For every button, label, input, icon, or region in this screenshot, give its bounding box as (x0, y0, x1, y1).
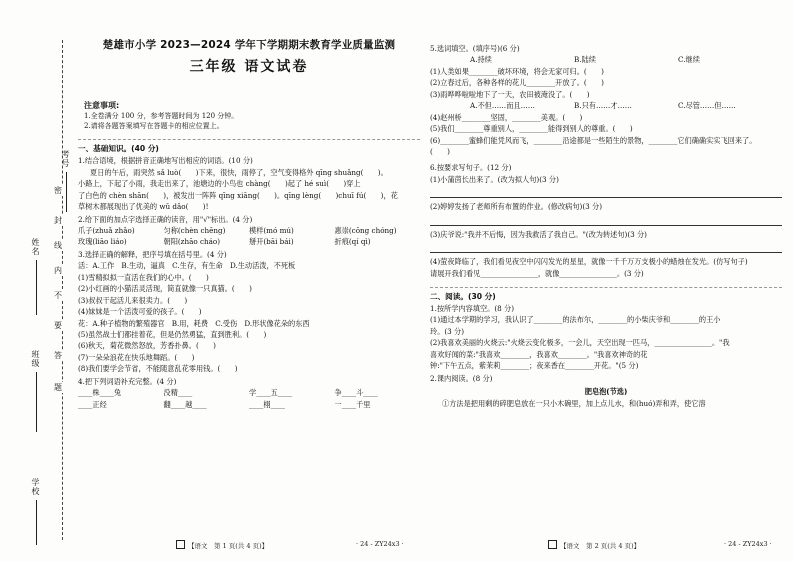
question-4-stem: 4.把下列词语补充完整。(4 分) (78, 376, 177, 386)
question-4-row (78, 400, 420, 410)
reading-q1-line: (1)通过本学期的学习，我认识了________的法布尔，________的小柴庆爷和________的王小 (430, 315, 721, 325)
section-heading-2: 二、阅读。(30 分) (430, 287, 782, 302)
question-6-item[interactable]: 请展开我们看见________________，就像________________。(3 分) (430, 268, 644, 278)
answer-line[interactable] (430, 215, 782, 226)
question-1-line: 夏日的午后，雨突然 sǎ luò( )下来，很快，雨停了，空气变得格外 qīng shuǎng( )。 (90, 167, 388, 177)
idiom-blank[interactable]: ____栩____ (249, 399, 285, 409)
answer-line[interactable] (430, 187, 782, 198)
question-1-line: 草树木都展现出了优美的 wǔ dǎo( )! (78, 202, 209, 212)
question-3-item: (1)雪精拟拟一直活在我们的心中。( ) (78, 272, 209, 282)
question-3-item: (2)小红画的小猫活灵活现，简直就像一只真猫。( ) (78, 284, 252, 294)
exam-title: 楚雄市小学 2023—2024 学年下学期期末教育学业质量监测 (102, 39, 396, 51)
idiom-blank[interactable]: 学____五____ (249, 388, 293, 398)
footer-right-code: · 24 - ZY24x3 · (724, 540, 772, 548)
question-2-stem: 2.给下面的加点字选择正确的读音，用"√"标出。(4 分) (78, 214, 253, 224)
question-5-item: ( ) (430, 146, 450, 156)
kaohao-field[interactable] (66, 172, 67, 212)
reading-paragraph: ①方法是把用剩的碎肥皂放在一只小木碗里，加上点儿水，和(huó)弄和弄，使它溶 (442, 398, 706, 408)
question-3-item: (3)叔叔干起活儿来很卖力。( ) (78, 295, 188, 305)
reading-q1-line: (2)我喜欢美丽的火烧云:"火烧云变化极多，一会儿，天空出现一匹马，________________。"我 (430, 338, 730, 348)
binding-strip (0, 0, 76, 562)
pinyin-choice[interactable]: 匀称(chèn chēng) (163, 226, 226, 236)
idiom-blank[interactable]: 一____千里 (334, 399, 371, 409)
question-6-item: (1)小蒲茵长出来了。(改为拟人句)(3 分) (430, 174, 559, 184)
xuexiao-label: 学校 (31, 478, 40, 496)
pinyin-choice[interactable]: 玫瑰(liāo liáo) (78, 237, 127, 247)
question-5-item: (1)人类如果________破坏环境，将会无家可归。( ) (430, 66, 604, 76)
reading-q1-line: 玲。(3 分) (430, 326, 465, 336)
reading-q2-stem: 2.课内阅读。(8 分) (430, 373, 493, 383)
pinyin-choice[interactable]: 惠崇(cōng chóng) (334, 226, 397, 236)
right-column (430, 42, 782, 409)
seal-char-6: 要 (54, 321, 62, 330)
seal-char-3: 线 (54, 241, 62, 250)
xuexiao-field[interactable] (36, 500, 37, 545)
question-4-row (78, 388, 420, 398)
question-5-item: (5)我们________尊重别人，________能得到别人的尊重。( ) (430, 124, 633, 134)
question-3-item: (7)一朵朵浪花在快乐地舞蹈。( ) (78, 352, 195, 362)
footer-left-page: 【语文 第 1 页(共 4 页)】 (176, 540, 268, 550)
question-3-item: (5)虽然战士们都挂着花，但是仍然勇猛，直到胜利。( ) (78, 329, 267, 339)
idiom-blank[interactable]: 没精____ (163, 388, 193, 398)
reading-q1-stem: 1.按所学内容填空。(8 分) (430, 304, 515, 313)
question-5-choices: A.不但……而且…… B.只有……才…… C.尽管……但…… (470, 101, 736, 111)
notice-item: 1.全卷满分 100 分，参考答题时间为 120 分钟。 (84, 112, 239, 121)
pinyin-choice[interactable]: 朝阳(zhāo cháo) (163, 237, 221, 247)
question-6-item: (3)庆爷说:"我并不后悔，因为我救活了我自己。"(改为转述句)(3 分) (430, 229, 647, 239)
left-column (78, 38, 420, 410)
pinyin-choice[interactable]: 掰开(bāi bái) (249, 237, 294, 247)
notice-item: 2.请将各题答案填写在答题卡的相应位置上。 (84, 122, 224, 131)
footer-right-page: 【语文 第 2 页(共 4 页)】 (548, 540, 640, 550)
question-3-item: (6)秋天，菊花微然怒放，芳香扑鼻。( ) (78, 341, 216, 351)
page-box-icon (176, 540, 185, 549)
question-3-item: (4)妹妹是一个活泼可爱的孩子。( ) (78, 307, 202, 317)
reading-title: 肥皂泡(节选) (584, 387, 628, 397)
question-2-row (78, 237, 420, 247)
seal-char-8: 题 (54, 383, 62, 392)
banji-field[interactable] (36, 372, 37, 432)
xingming-label: 姓名 (31, 238, 40, 256)
idiom-blank[interactable]: 翻____越____ (163, 399, 207, 409)
section-heading-1: 一、基础知识。(40 分) (78, 139, 420, 154)
xingming-field[interactable] (36, 260, 37, 315)
idiom-blank[interactable]: ____株____兔 (78, 388, 122, 398)
question-3-options: 活：A.工作 B.生动，逼真 C.生存，有生命 D.生动活泼，不死板 (78, 261, 296, 271)
question-3-options: 花：A.种子植物的繁殖器官 B.用，耗费 C.受伤 D.形状像花朵的东西 (78, 318, 310, 328)
pinyin-choice[interactable]: 模样(mó mú) (249, 226, 294, 236)
pinyin-choice[interactable]: 折痕(qí qì) (334, 237, 371, 247)
banji-label: 班级 (31, 350, 40, 368)
question-5-item: (6)________蜜蜂们能凭风而飞，________沿途都是一些陌生的景物，________它们确确实实飞回来了。 (430, 135, 757, 145)
question-1-line: 小路上，下起了小雨，我走出来了，池塘边的小鸟也 chàng( )起了 hé suì( )穿上 (78, 179, 361, 189)
question-5-stem: 5.选词填空。(填序号)(6 分) (430, 44, 520, 53)
seal-char-5: 不 (54, 291, 62, 300)
idiom-blank[interactable]: 争____斗____ (334, 388, 378, 398)
question-5-choices: A.持续 B.陆续 C.继续 (470, 55, 700, 65)
footer-left-code: · 24 - ZY24x3 · (356, 540, 404, 548)
question-5-item: (3)雨哗哗啦啦地下了一天，农田被淹没了。( ) (430, 89, 590, 99)
idiom-blank[interactable]: ____正经 (78, 399, 107, 409)
question-6-stem: 6.按要求写句子。(12 分) (430, 163, 512, 173)
question-5-item: (4)赵州桥________坚固，________美观。( ) (430, 112, 583, 122)
question-3-stem: 3.选择正确的解释，把序号填在括号里。(4 分) (78, 249, 227, 259)
question-1-line: 了白色的 chèn shān( )，被发出一阵阵 qīng xiāng( )。qīng lèng( )chuī fú( )，花 (78, 190, 398, 200)
question-1-stem: 1.结合语境，根据拼音正确地写出相应的词语。(10 分) (78, 156, 253, 166)
notice-heading: 注意事项: (84, 100, 120, 110)
question-6-item: (2)婷婷发扬了老师所有布置的作业。(修改病句)(3 分) (430, 202, 603, 212)
question-2-row (78, 226, 420, 236)
seal-char-7: 答 (54, 351, 62, 360)
seal-char-2: 封 (54, 216, 62, 225)
question-5-item: (2)立春过后，各种各样的花儿________开放了。( ) (430, 78, 604, 88)
seal-char-1: 密 (54, 186, 62, 195)
question-6-item: (4)萤夜降临了，我们看见夜空中闪闪发光的星星，就像一千千万万支极小的蜡烛在发光。(仿写句子) (430, 257, 748, 267)
exam-subtitle: 三年级 语文试卷 (189, 59, 309, 76)
question-3-item: (8)我们要学会节省，不能随意乱花零用钱。( ) (78, 364, 238, 374)
page-box-icon (548, 540, 557, 549)
seal-char-4: 内 (54, 266, 62, 275)
kaohao-label: 考号 (61, 150, 70, 168)
answer-line[interactable] (430, 242, 782, 253)
pinyin-choice[interactable]: 爪子(zhuǎ zhǎo) (78, 226, 135, 236)
reading-q1-line: 喜欢好闻的菜:"我喜欢________，我喜欢________。"我喜欢神奇的花 (430, 349, 648, 359)
reading-q1-line: 钟:"下午五点，紫茉莉________；夜来香在________开花。"(5 分) (430, 361, 639, 371)
